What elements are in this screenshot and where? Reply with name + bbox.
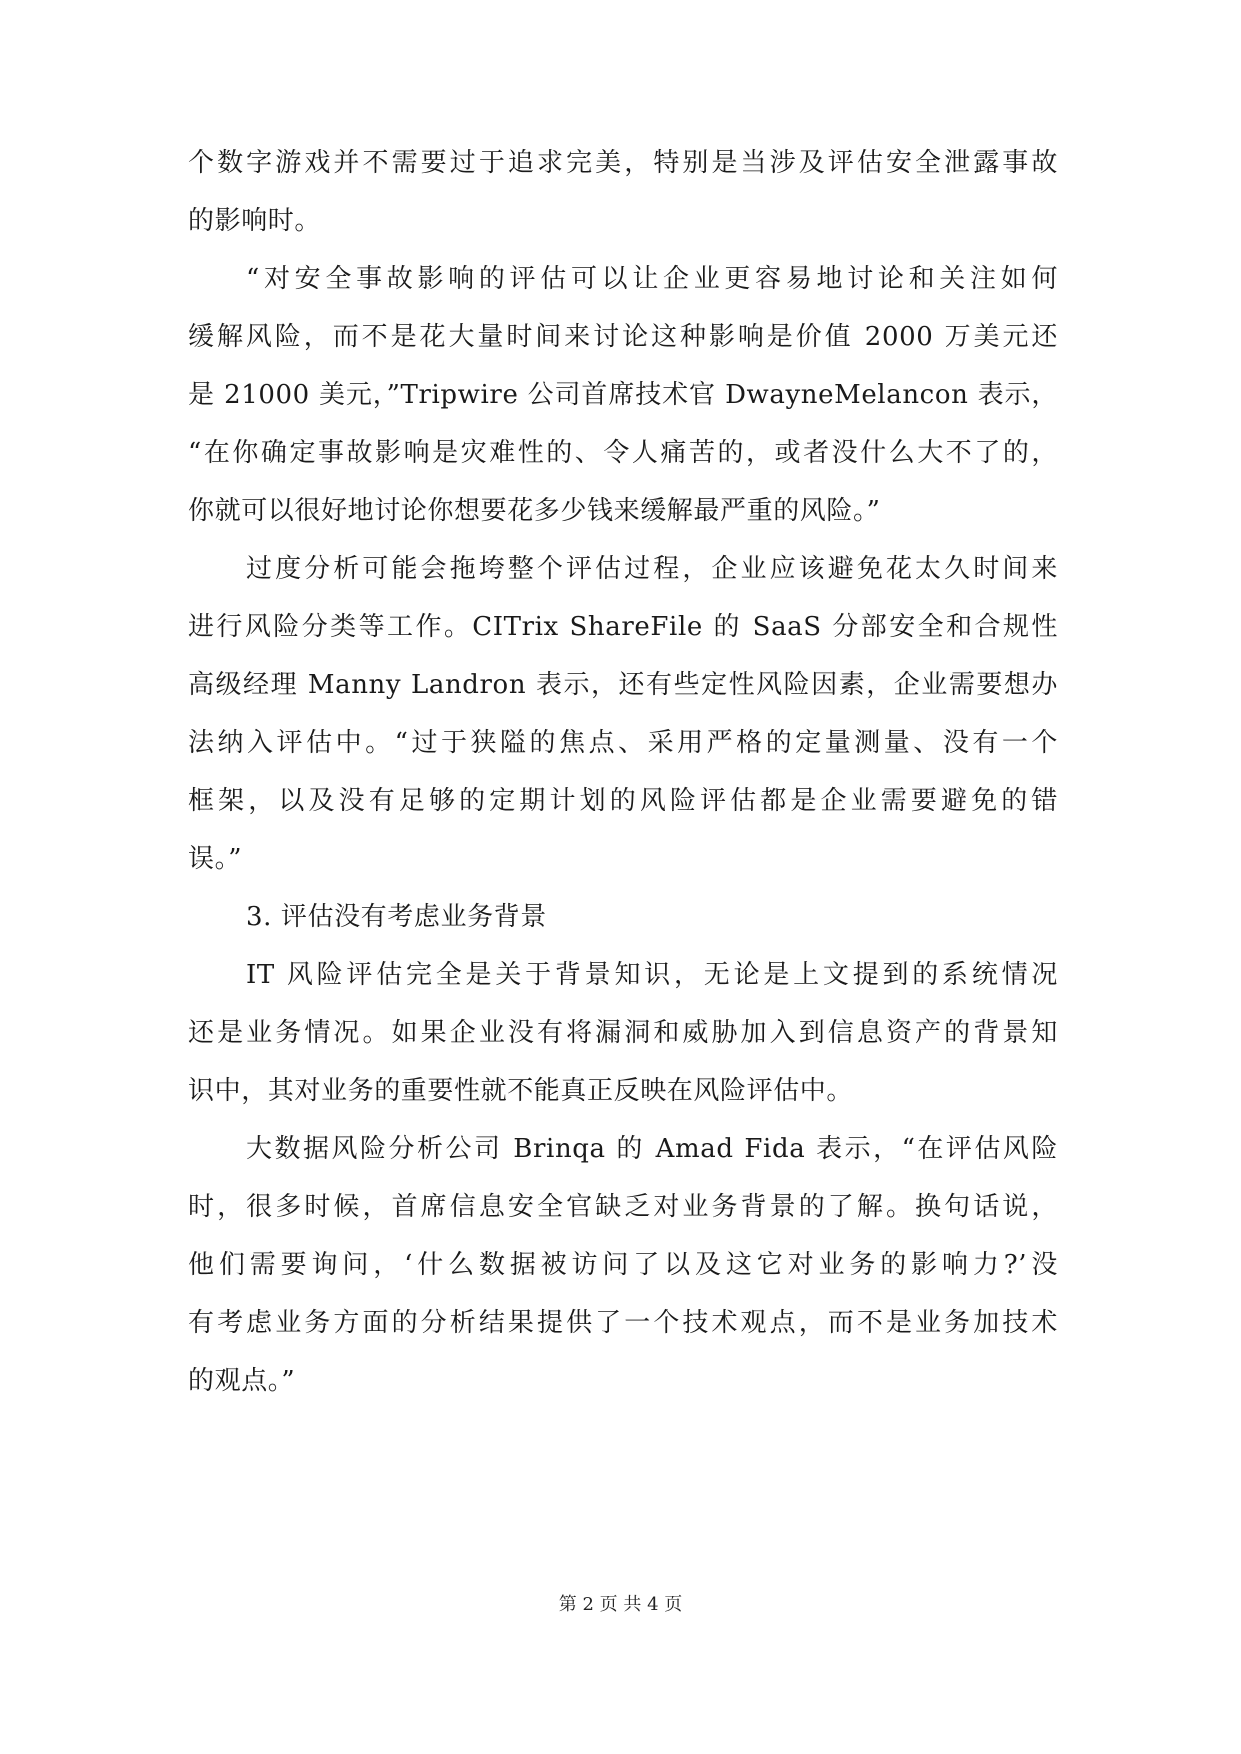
paragraph-line: 高级经理 Manny Landron 表示，还有些定性风险因素，企业需要想办 (188, 670, 1058, 700)
paragraph-line: 有考虑业务方面的分析结果提供了一个技术观点，而不是业务加技术 (188, 1308, 1058, 1338)
paragraph-line: 他们需要询问，‘什么数据被访问了以及这它对业务的影响力?’没 (188, 1250, 1058, 1280)
paragraph-line: 进行风险分类等工作。CITrix ShareFile 的 SaaS 分部安全和合规性 (188, 612, 1058, 642)
paragraph-line: 框架，以及没有足够的定期计划的风险评估都是企业需要避免的错 (188, 786, 1058, 816)
paragraph-line: 过度分析可能会拖垮整个评估过程，企业应该避免花太久时间来 (246, 554, 1058, 584)
paragraph-line: “对安全事故影响的评估可以让企业更容易地讨论和关注如何 (246, 264, 1058, 294)
paragraph-line: 你就可以很好地讨论你想要花多少钱来缓解最严重的风险。” (188, 496, 881, 526)
paragraph-line: 识中，其对业务的重要性就不能真正反映在风险评估中。 (188, 1076, 854, 1106)
section-heading: 3. 评估没有考虑业务背景 (246, 902, 547, 932)
paragraph-line: “在你确定事故影响是灾难性的、令人痛苦的，或者没什么大不了的， (188, 438, 1058, 468)
paragraph-line: 的观点。” (188, 1366, 296, 1396)
paragraph-line: 时，很多时候，首席信息安全官缺乏对业务背景的了解。换句话说， (188, 1192, 1058, 1222)
paragraph-line: IT 风险评估完全是关于背景知识，无论是上文提到的系统情况 (246, 960, 1058, 990)
paragraph-line: 误。” (188, 844, 243, 874)
paragraph-line: 大数据风险分析公司 Brinqa 的 Amad Fida 表示，“在评估风险 (246, 1134, 1058, 1164)
paragraph-line: 还是业务情况。如果企业没有将漏洞和威胁加入到信息资产的背景知 (188, 1018, 1058, 1048)
page-number-footer: 第 2 页 共 4 页 (558, 1594, 683, 1615)
paragraph-line: 是 21000 美元，”Tripwire 公司首席技术官 DwayneMelancon 表示， (188, 380, 1058, 410)
paragraph-line: 缓解风险，而不是花大量时间来讨论这种影响是价值 2000 万美元还 (188, 322, 1058, 352)
paragraph-line: 法纳入评估中。“过于狭隘的焦点、采用严格的定量测量、没有一个 (188, 728, 1058, 758)
paragraph-line: 的影响时。 (188, 206, 322, 236)
paragraph-line: 个数字游戏并不需要过于追求完美，特别是当涉及评估安全泄露事故 (188, 148, 1058, 178)
